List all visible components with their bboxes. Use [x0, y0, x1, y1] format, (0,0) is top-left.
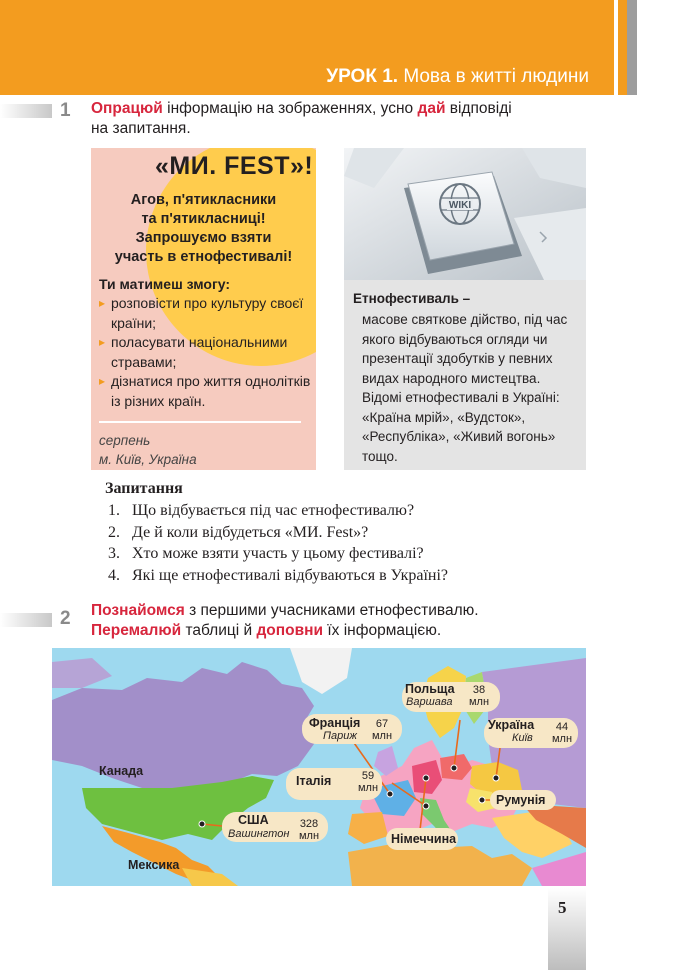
ukraine-capital: Київ — [512, 732, 533, 744]
world-map — [52, 648, 586, 886]
question-text: Де й коли відбудеться «МИ. Fest»? — [132, 523, 369, 541]
wiki-key-label: WIKI — [448, 200, 472, 211]
instruction-text: з першими учасниками етнофестивалю. — [184, 602, 479, 619]
instruction-text: інформацію на зображеннях, усно — [162, 100, 418, 117]
lesson-label: УРОК 1. — [326, 66, 399, 87]
france-pop-value: 67 — [375, 718, 389, 730]
task-number: 1 — [60, 100, 71, 121]
ukraine-pop-value: 44 — [555, 721, 569, 733]
poster-list-item: ▸ поласувати національними стравами; — [99, 333, 314, 372]
poster-list — [99, 294, 314, 411]
poster-list-item: ▸ дізнатися про життя однолітків із різних країн. — [99, 372, 314, 411]
invite-line: та п'ятикласниці! — [141, 211, 266, 227]
usa-population — [294, 818, 324, 842]
keyboard-image — [344, 148, 586, 280]
usa-capital: Вашингтон — [228, 828, 290, 840]
invite-line: участь в етнофестивалі! — [114, 249, 293, 265]
task-marker — [0, 104, 52, 118]
poster-list-item: ▸ розповісти про культуру своєї країни; — [99, 294, 314, 333]
question-number: 1. — [108, 502, 120, 519]
question-number: 2. — [108, 523, 120, 541]
question-number: 4. — [108, 566, 120, 584]
instruction-verb: Опрацюй — [91, 100, 163, 117]
label-germany: Німеччина — [391, 832, 457, 846]
france-capital: Париж — [323, 730, 357, 742]
poland-population — [462, 684, 496, 708]
poster-subtitle: Ти матимеш змогу: — [99, 276, 231, 292]
label-romania: Румунія — [496, 793, 546, 807]
poster-place: м. Київ, Україна — [99, 452, 197, 467]
header-edge — [627, 0, 637, 95]
poland-pop-value: 38 — [472, 684, 486, 696]
invite-line: Запрошуємо взяти — [135, 230, 272, 246]
label-italy: Італія — [296, 774, 332, 788]
instruction-text: відповіді — [445, 100, 512, 117]
instruction-verb: Познайомся — [91, 602, 185, 619]
question-text: Що відбувається під час етнофестивалю? — [132, 502, 415, 519]
header-accent — [618, 0, 627, 95]
instruction-text: таблиці й — [181, 622, 257, 639]
task-marker — [0, 613, 52, 627]
page-number-bar — [548, 888, 586, 970]
lesson-name: Мова в житті людини — [403, 66, 589, 87]
task1-instruction — [91, 99, 591, 139]
label-mexico: Мексика — [128, 858, 180, 872]
poster-title: «МИ. FEST»! — [155, 152, 314, 180]
instruction-verb: дай — [417, 100, 446, 117]
usa-pop-unit: млн — [298, 830, 320, 842]
question-item — [108, 543, 448, 565]
wiki-definition: масове святкове дійство, під час якого відбуваються огляди чи презентації здобутків у певних видах народного мистецтва. Відомі етнофестивалі в Україні: «Країна мрій», «Вудсток», «Республіка», «Живий вогонь» тощо. — [362, 312, 568, 464]
question-item — [108, 500, 448, 522]
invite-line: Агов, п'ятикласники — [130, 192, 277, 208]
instruction-verb: Перемалюй — [91, 622, 182, 639]
france-pop-unit: млн — [371, 730, 393, 742]
task2-instruction — [91, 601, 561, 641]
poster-date — [99, 431, 197, 469]
italy-population — [354, 770, 382, 794]
poland-capital: Варшава — [406, 696, 453, 708]
task-number: 2 — [60, 608, 71, 629]
italy-pop-unit: млн — [357, 782, 379, 794]
question-number: 3. — [108, 545, 120, 562]
questions-list — [108, 500, 448, 586]
instruction-verb: доповни — [256, 622, 324, 639]
instruction-text: їх інформацією. — [323, 622, 442, 639]
label-poland: Польща — [405, 682, 455, 696]
poster-divider — [99, 421, 301, 423]
page-number: 5 — [558, 898, 567, 917]
france-population — [366, 718, 398, 742]
poland-pop-unit: млн — [468, 696, 490, 708]
label-usa: США — [238, 813, 269, 827]
ukraine-pop-unit: млн — [551, 733, 573, 745]
question-text: Які ще етнофестивалі відбуваються в Україні? — [132, 566, 449, 584]
label-france: Франція — [309, 716, 361, 730]
label-ukraine: Україна — [488, 718, 535, 732]
label-canada: Канада — [99, 764, 144, 778]
wiki-term: Етнофестиваль – — [353, 291, 471, 306]
question-item — [108, 565, 448, 587]
lesson-title — [326, 66, 589, 88]
instruction-text: на запитання. — [91, 120, 191, 137]
usa-pop-value: 328 — [299, 818, 319, 830]
poster-invite — [91, 191, 316, 267]
italy-pop-value: 59 — [361, 770, 375, 782]
poster-month: серпень — [99, 433, 151, 448]
ukraine-population — [546, 721, 578, 745]
question-item — [108, 522, 448, 544]
question-text: Хто може взяти участь у цьому фестивалі? — [132, 545, 424, 562]
questions-heading: Запитання — [105, 480, 183, 497]
